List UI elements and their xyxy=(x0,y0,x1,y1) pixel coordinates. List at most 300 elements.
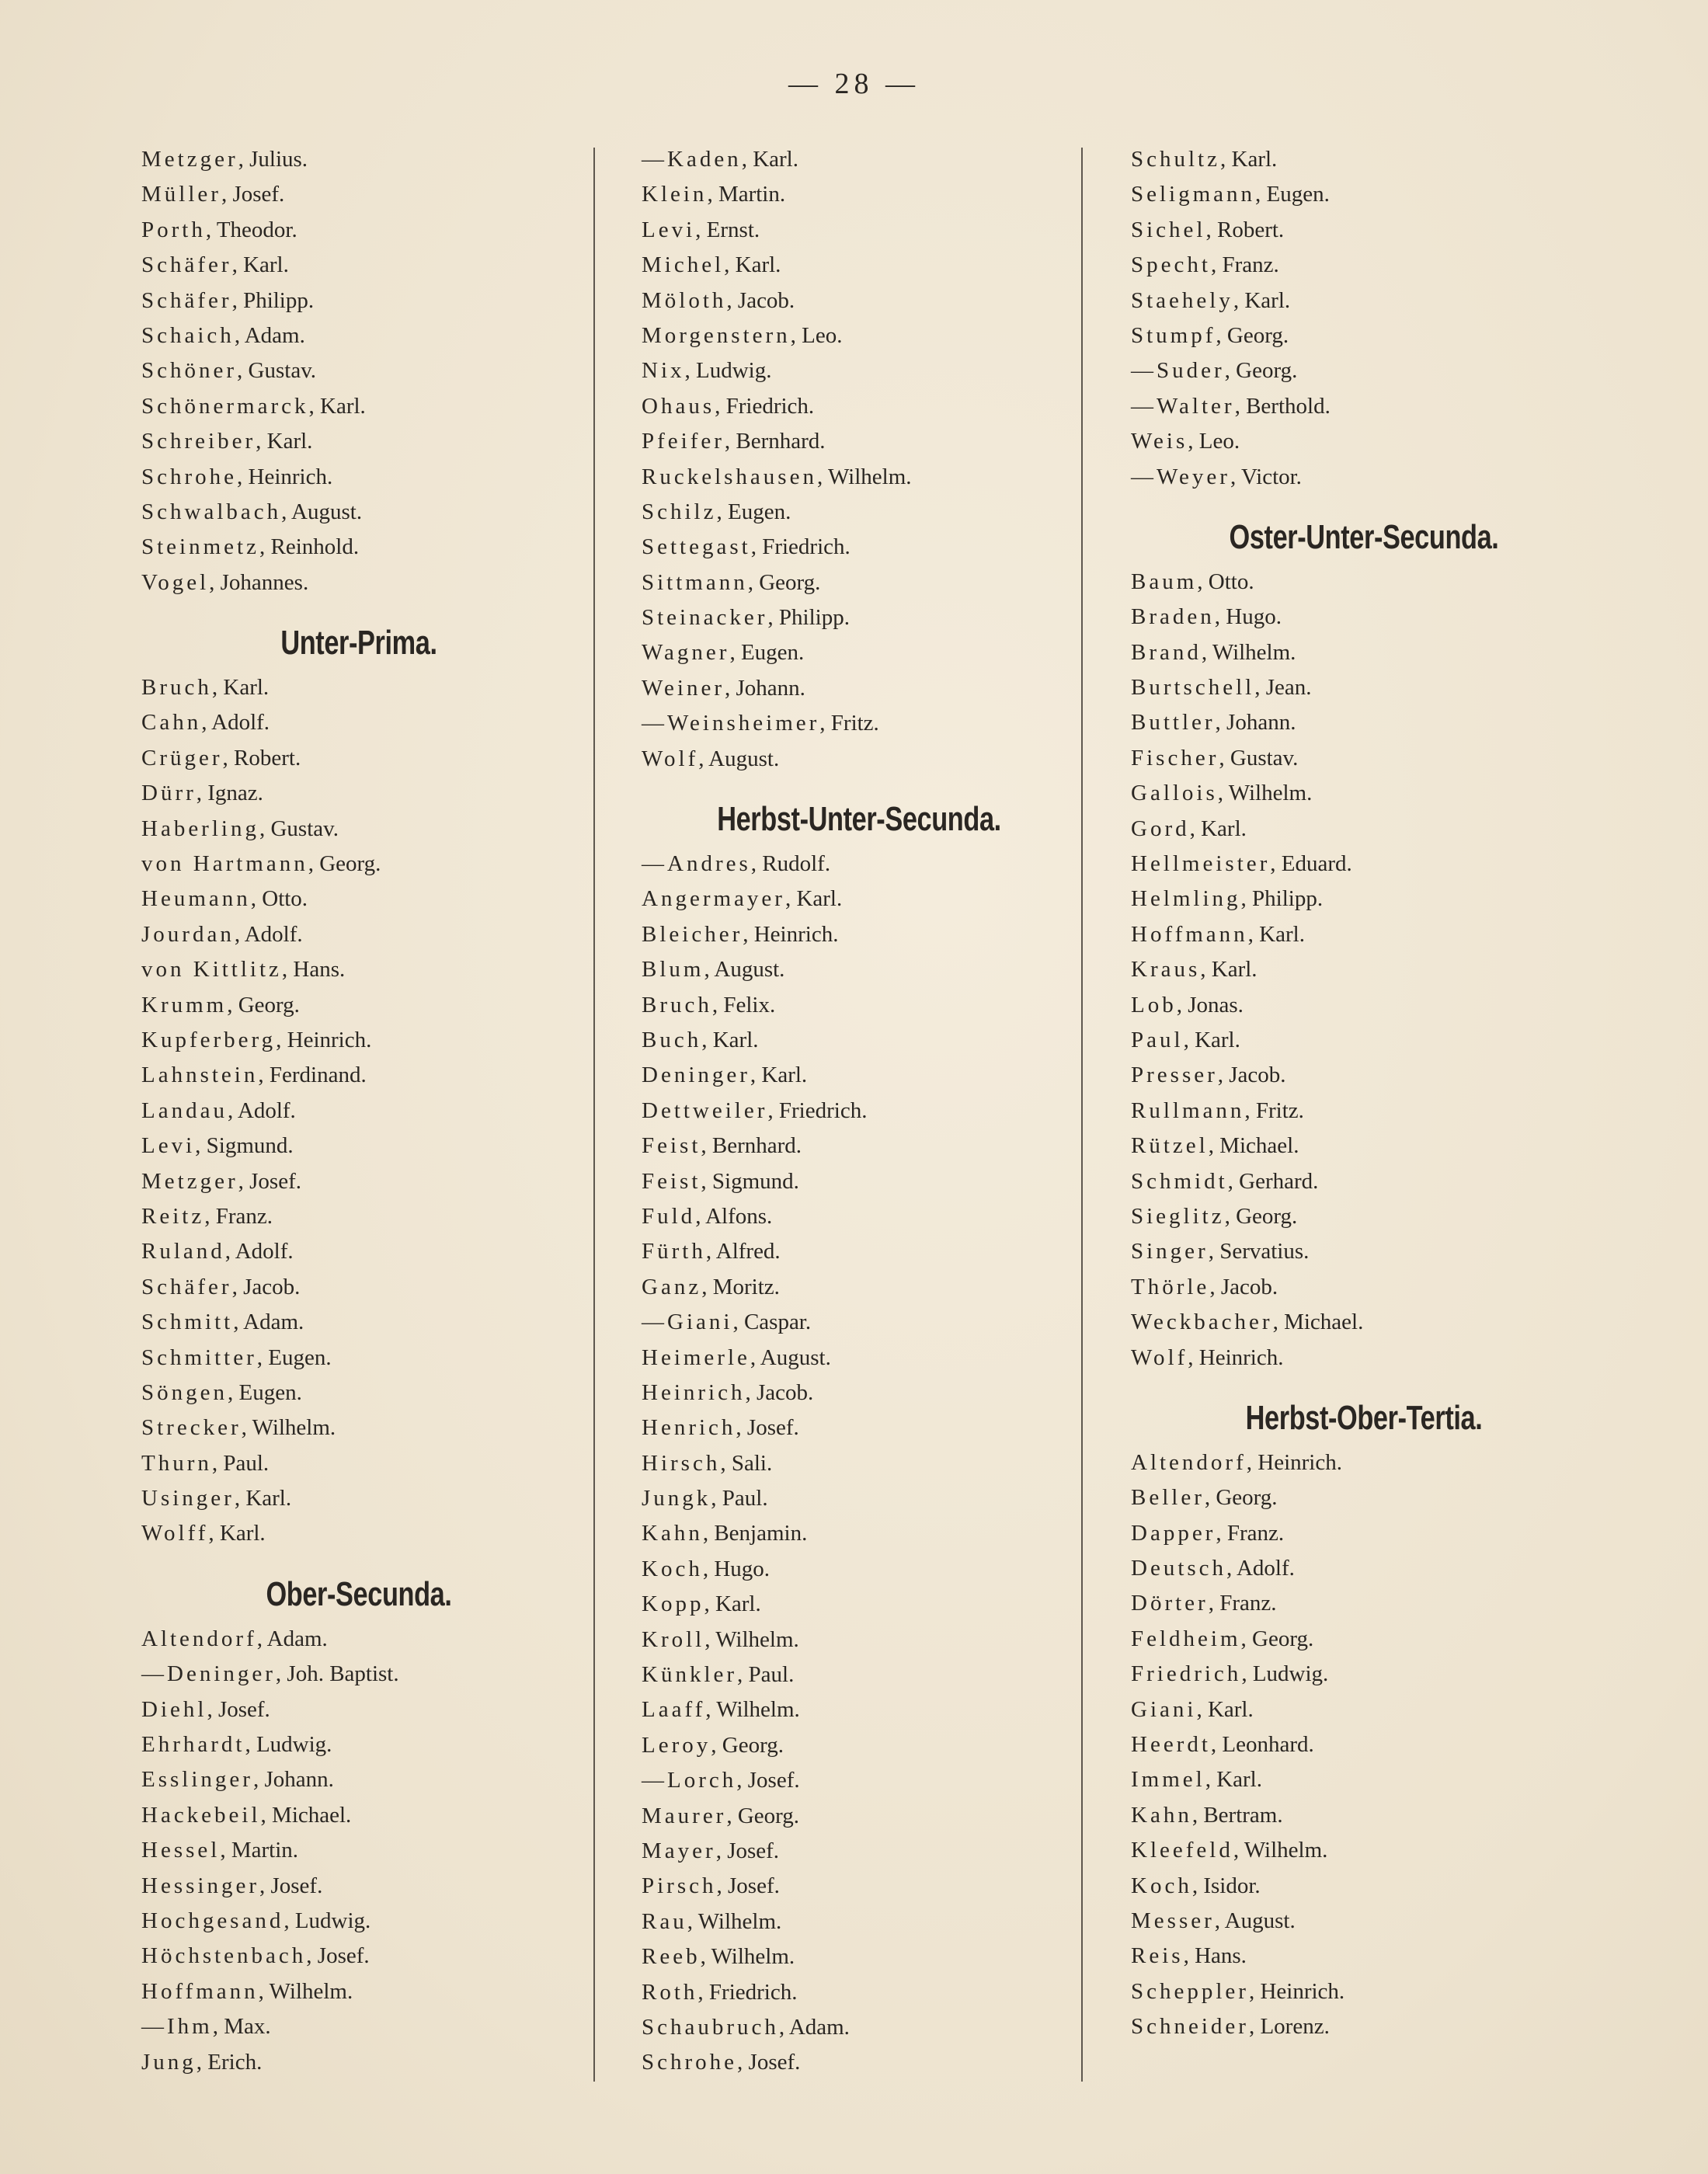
student-surname: Klein xyxy=(642,182,708,207)
student-given-name: Wilhelm. xyxy=(716,1697,800,1723)
student-given-name: Eugen. xyxy=(740,640,805,666)
student-entry xyxy=(642,248,1077,283)
student-given-name: Josef. xyxy=(232,182,285,207)
name-separator: , xyxy=(702,1521,715,1546)
student-entry xyxy=(642,1481,1077,1516)
student-given-name: Robert. xyxy=(234,745,301,770)
student-given-name: Franz. xyxy=(1222,252,1279,278)
student-surname: Porth xyxy=(141,217,206,242)
name-separator: , xyxy=(695,1203,706,1229)
name-separator: , xyxy=(750,851,763,877)
name-separator: , xyxy=(258,1978,270,2004)
student-given-name: Karl. xyxy=(1231,147,1278,172)
student-given-name: Adolf. xyxy=(244,921,303,947)
student-given-name: Heinrich. xyxy=(248,464,333,489)
class-heading: Unter-Prima. xyxy=(280,624,437,663)
student-entry xyxy=(642,1129,1077,1164)
student-entry xyxy=(141,1516,576,1551)
student-surname: Schmitter xyxy=(141,1344,257,1370)
student-surname: Hochgesand xyxy=(141,1908,284,1933)
student-entry xyxy=(141,248,576,283)
name-separator: , xyxy=(819,711,831,736)
student-entry xyxy=(1131,213,1597,248)
student-entry xyxy=(141,565,576,600)
student-entry xyxy=(1131,1199,1597,1234)
student-given-name: Michael. xyxy=(272,1802,352,1828)
student-entry xyxy=(1131,1129,1597,1164)
student-surname: Feist xyxy=(642,1168,701,1194)
student-entry xyxy=(1131,1305,1597,1340)
student-surname: Buch xyxy=(642,1027,702,1052)
student-surname: Hellmeister xyxy=(1131,851,1271,877)
student-surname: Braden xyxy=(1131,604,1215,630)
student-surname: Presser xyxy=(1131,1063,1218,1088)
name-separator: , xyxy=(724,429,736,454)
student-given-name: Heinrich. xyxy=(1198,1344,1284,1370)
name-separator: , xyxy=(228,1379,239,1405)
student-surname: Michel xyxy=(642,252,725,278)
student-entry xyxy=(642,460,1077,495)
student-given-name: Theodor. xyxy=(216,217,297,242)
student-given-name: Johann. xyxy=(1226,710,1296,736)
name-separator: , xyxy=(308,851,320,877)
student-given-name: Eugen. xyxy=(1266,182,1330,207)
student-entry xyxy=(141,1446,576,1481)
student-surname: Landau xyxy=(141,1097,228,1123)
student-given-name: Wilhelm. xyxy=(1244,1838,1328,1863)
name-separator: , xyxy=(1216,322,1227,348)
name-separator: , xyxy=(276,1027,287,1052)
student-entry xyxy=(141,1657,576,1692)
name-separator: , xyxy=(207,1696,218,1722)
student-surname: Schmitt xyxy=(141,1310,234,1335)
student-entry xyxy=(141,1974,576,2009)
student-entry xyxy=(1131,1164,1597,1199)
student-surname: Bruch xyxy=(141,675,212,701)
student-surname: Nix xyxy=(642,358,685,384)
name-separator: , xyxy=(1233,1838,1244,1863)
name-separator: , xyxy=(1188,429,1199,454)
student-surname: Schneider xyxy=(1131,2014,1249,2040)
student-surname: Cahn xyxy=(141,710,202,736)
name-separator: , xyxy=(211,675,224,701)
student-given-name: Robert. xyxy=(1217,217,1285,242)
student-surname: Wolf xyxy=(642,746,699,771)
student-entry xyxy=(642,1728,1077,1763)
student-surname: Kahn xyxy=(642,1521,703,1546)
student-entry xyxy=(1131,670,1597,705)
name-separator: , xyxy=(233,1310,244,1335)
student-surname: Schaich xyxy=(141,322,235,348)
student-surname: Schrohe xyxy=(642,2050,738,2075)
student-given-name: Michael. xyxy=(1284,1310,1364,1335)
student-given-name: Gustav. xyxy=(270,816,339,841)
name-separator: , xyxy=(1216,1520,1227,1546)
student-surname: Fuld xyxy=(642,1203,696,1229)
name-separator: , xyxy=(732,1310,744,1335)
student-entry xyxy=(1131,248,1597,283)
student-given-name: Georg. xyxy=(1226,322,1289,348)
student-given-name: Eduard. xyxy=(1281,851,1352,877)
student-given-name: Fritz. xyxy=(830,711,879,736)
student-given-name: Heinrich. xyxy=(287,1027,372,1052)
name-separator: , xyxy=(695,217,707,242)
name-separator: , xyxy=(1200,957,1212,983)
student-given-name: Franz. xyxy=(1219,1591,1277,1616)
student-given-name: Ludwig. xyxy=(294,1908,371,1933)
student-entry xyxy=(642,952,1077,987)
student-entry xyxy=(141,495,576,530)
class-heading: Herbst-Unter-Secunda. xyxy=(717,800,1001,839)
student-entry xyxy=(1131,1480,1597,1515)
name-separator: , xyxy=(716,1873,728,1899)
student-surname: Kroll xyxy=(642,1626,705,1652)
student-entry xyxy=(141,988,576,1023)
student-entry xyxy=(141,1199,576,1234)
name-separator: , xyxy=(221,182,233,207)
student-given-name: Hans. xyxy=(293,957,346,983)
student-entry xyxy=(642,1939,1077,1974)
student-surname: Scheppler xyxy=(1131,1978,1249,2004)
student-surname: Seligmann xyxy=(1131,182,1256,207)
name-separator: , xyxy=(704,957,715,983)
student-entry xyxy=(1131,353,1597,388)
student-surname: —Deninger xyxy=(141,1661,276,1687)
name-separator: , xyxy=(1240,1626,1253,1651)
student-entry xyxy=(642,1234,1077,1269)
student-given-name: Caspar. xyxy=(743,1310,812,1335)
name-separator: , xyxy=(1191,1802,1204,1828)
student-surname: —Weinsheimer xyxy=(642,711,820,736)
name-separator: , xyxy=(726,1803,738,1828)
name-separator: , xyxy=(1224,358,1237,384)
student-given-name: Eugen. xyxy=(728,499,791,524)
student-surname: Esslinger xyxy=(141,1767,253,1793)
student-surname: Steinmetz xyxy=(141,534,259,560)
student-given-name: Hugo. xyxy=(1226,604,1282,630)
student-given-name: Rudolf. xyxy=(762,851,831,877)
student-entry xyxy=(642,1657,1077,1692)
name-separator: , xyxy=(224,1239,235,1264)
student-surname: Koch xyxy=(642,1556,703,1581)
student-surname: Strecker xyxy=(141,1415,242,1441)
student-entry xyxy=(141,389,576,424)
name-separator: , xyxy=(211,1450,224,1476)
student-given-name: Josef. xyxy=(748,2050,801,2075)
student-given-name: Johann. xyxy=(736,675,805,701)
student-surname: Fischer xyxy=(1131,745,1219,770)
name-separator: , xyxy=(1227,1168,1240,1194)
student-given-name: Jacob. xyxy=(1229,1063,1286,1088)
student-given-name: Philipp. xyxy=(243,287,315,313)
student-surname: Burtschell xyxy=(1131,675,1255,701)
student-given-name: Adolf. xyxy=(237,1097,296,1123)
name-separator: , xyxy=(715,393,726,419)
student-entry xyxy=(642,882,1077,917)
student-entry xyxy=(141,1164,576,1199)
name-separator: , xyxy=(1246,1449,1258,1475)
name-separator: , xyxy=(700,1944,711,1970)
student-surname: Settegast xyxy=(642,534,751,560)
student-given-name: Paul. xyxy=(748,1662,795,1688)
name-separator: , xyxy=(1196,1696,1208,1722)
name-separator: , xyxy=(687,1908,698,1934)
student-surname: Sichel xyxy=(1131,217,1206,242)
student-entry xyxy=(1131,1551,1597,1586)
class-heading: Ober-Secunda. xyxy=(266,1574,452,1613)
name-separator: , xyxy=(767,605,779,631)
column-1 xyxy=(141,142,576,2080)
student-entry xyxy=(642,1799,1077,1834)
student-entry xyxy=(1131,1727,1597,1762)
student-given-name: Jacob. xyxy=(243,1274,301,1299)
name-separator: , xyxy=(1205,217,1217,242)
class-heading: Herbst-Ober-Tertia. xyxy=(1245,1398,1483,1437)
student-surname: Koch xyxy=(1131,1873,1192,1898)
student-given-name: Georg. xyxy=(238,992,300,1017)
student-surname: Gallois xyxy=(1131,781,1218,806)
student-surname: Krumm xyxy=(141,992,228,1017)
student-given-name: Josef. xyxy=(217,1696,270,1722)
student-given-name: Hans. xyxy=(1195,1943,1247,1969)
student-surname: von Kittlitz xyxy=(141,957,282,983)
student-surname: Dapper xyxy=(1131,1520,1216,1546)
student-surname: Ohaus xyxy=(642,393,715,419)
column-2 xyxy=(642,142,1077,2081)
student-entry xyxy=(1131,952,1597,987)
student-given-name: August. xyxy=(714,957,785,983)
student-entry xyxy=(642,177,1077,212)
student-entry xyxy=(642,1305,1077,1340)
student-given-name: Georg. xyxy=(319,851,381,877)
student-given-name: Max. xyxy=(224,2014,271,2040)
student-entry xyxy=(141,776,576,811)
student-entry xyxy=(642,2045,1077,2080)
student-entry xyxy=(642,1199,1077,1234)
name-separator: , xyxy=(1255,182,1267,207)
name-separator: , xyxy=(736,1415,747,1441)
student-entry xyxy=(642,1587,1077,1622)
student-entry xyxy=(642,1763,1077,1798)
name-separator: , xyxy=(238,147,250,172)
class-heading: Oster-Unter-Secunda. xyxy=(1229,517,1499,556)
student-entry xyxy=(141,530,576,565)
student-surname: Immel xyxy=(1131,1767,1205,1793)
student-given-name: Karl. xyxy=(1244,287,1291,313)
student-surname: Kahn xyxy=(1131,1802,1192,1828)
name-separator: , xyxy=(1270,851,1282,877)
student-given-name: Wilhelm. xyxy=(269,1978,353,2004)
student-entry xyxy=(642,1341,1077,1376)
student-given-name: Fritz. xyxy=(1255,1097,1304,1123)
student-given-name: Adam. xyxy=(244,322,305,348)
student-entry xyxy=(1131,177,1597,212)
student-surname: Schwalbach xyxy=(141,499,282,524)
student-surname: Wolf xyxy=(1131,1344,1188,1370)
student-surname: Pirsch xyxy=(642,1873,717,1899)
student-surname: Bleicher xyxy=(642,921,743,947)
student-surname: Gord xyxy=(1131,816,1190,841)
name-separator: , xyxy=(1188,1344,1199,1370)
name-separator: , xyxy=(209,569,221,595)
name-separator: , xyxy=(1189,816,1202,841)
student-surname: Metzger xyxy=(141,1168,238,1194)
student-entry xyxy=(1131,847,1597,882)
student-surname: Schäfer xyxy=(141,252,232,278)
student-entry xyxy=(642,1975,1077,2010)
student-surname: Baum xyxy=(1131,569,1198,594)
student-given-name: August. xyxy=(291,499,363,524)
student-entry xyxy=(141,952,576,987)
name-separator: , xyxy=(1208,1133,1220,1159)
name-separator: , xyxy=(704,1626,716,1652)
name-separator: , xyxy=(1197,569,1209,594)
student-entry xyxy=(1131,1692,1597,1727)
student-given-name: Leonhard. xyxy=(1222,1732,1314,1758)
student-given-name: Reinhold. xyxy=(270,534,360,560)
name-separator: , xyxy=(1209,1274,1221,1299)
student-entry xyxy=(1131,741,1597,776)
name-separator: , xyxy=(259,816,271,841)
student-given-name: Gustav. xyxy=(248,358,317,384)
student-entry xyxy=(141,2009,576,2044)
name-separator: , xyxy=(737,1662,749,1688)
student-given-name: Heinrich. xyxy=(1258,1449,1342,1475)
student-surname: Schmidt xyxy=(1131,1168,1228,1194)
student-entry xyxy=(141,1727,576,1762)
student-surname: Diehl xyxy=(141,1696,207,1722)
name-separator: , xyxy=(227,1097,238,1123)
student-entry xyxy=(1131,705,1597,740)
student-given-name: Wilhelm. xyxy=(827,464,912,489)
name-separator: , xyxy=(1254,675,1266,701)
student-given-name: Josef. xyxy=(747,1768,800,1793)
student-entry xyxy=(141,460,576,495)
student-entry xyxy=(1131,600,1597,635)
student-surname: Pfeifer xyxy=(642,429,725,454)
name-separator: , xyxy=(1244,1097,1256,1123)
student-surname: Paul xyxy=(1131,1027,1184,1052)
column-rule xyxy=(1081,148,1083,2082)
name-separator: , xyxy=(1210,252,1223,278)
student-given-name: Heinrich. xyxy=(1260,1978,1345,2004)
name-separator: , xyxy=(767,1097,779,1123)
student-surname: Stumpf xyxy=(1131,322,1216,348)
student-surname: Jung xyxy=(141,2049,197,2075)
student-surname: Schultz xyxy=(1131,147,1220,172)
student-entry xyxy=(642,424,1077,459)
student-given-name: Josef. xyxy=(746,1415,799,1441)
student-surname: —Weyer xyxy=(1131,464,1230,489)
student-given-name: Karl. xyxy=(1259,921,1305,947)
student-given-name: Ludwig. xyxy=(256,1732,332,1758)
student-given-name: Franz. xyxy=(215,1203,273,1229)
student-given-name: Johannes. xyxy=(220,569,309,595)
student-entry xyxy=(1131,1234,1597,1269)
name-separator: , xyxy=(697,1979,709,2005)
name-separator: , xyxy=(1234,393,1247,419)
student-given-name: Karl. xyxy=(1216,1767,1262,1793)
student-entry xyxy=(642,213,1077,248)
student-given-name: Alfons. xyxy=(705,1203,773,1229)
student-entry xyxy=(1131,142,1597,177)
student-entry xyxy=(642,600,1077,635)
student-entry xyxy=(1131,1341,1597,1376)
name-separator: , xyxy=(222,745,235,770)
student-surname: Lahnstein xyxy=(141,1063,259,1088)
student-entry xyxy=(141,1692,576,1727)
student-entry xyxy=(642,318,1077,353)
student-given-name: Georg. xyxy=(1252,1626,1314,1651)
student-given-name: Karl. xyxy=(243,252,289,278)
student-given-name: Friedrich. xyxy=(778,1097,868,1123)
student-surname: Schönermarck xyxy=(141,393,309,419)
student-given-name: Otto. xyxy=(262,886,308,912)
student-surname: Rullmann xyxy=(1131,1097,1245,1123)
student-given-name: Friedrich. xyxy=(708,1979,798,2005)
student-entry xyxy=(642,706,1077,741)
name-separator: , xyxy=(1208,1591,1220,1616)
student-surname: Friedrich xyxy=(1131,1661,1242,1687)
student-surname: Heimerle xyxy=(642,1344,750,1370)
student-surname: Schilz xyxy=(642,499,717,524)
student-surname: Crüger xyxy=(141,745,223,770)
student-given-name: Eugen. xyxy=(238,1379,302,1405)
student-entry xyxy=(1131,1586,1597,1621)
name-separator: , xyxy=(231,252,244,278)
student-given-name: Karl. xyxy=(753,147,798,172)
name-separator: , xyxy=(704,1591,715,1617)
student-given-name: Karl. xyxy=(1195,1027,1240,1052)
name-separator: , xyxy=(1248,1978,1261,2004)
student-entry xyxy=(141,670,576,705)
name-separator: , xyxy=(701,1027,713,1052)
student-given-name: Georg. xyxy=(722,1732,784,1758)
name-separator: , xyxy=(741,147,753,172)
student-entry xyxy=(141,847,576,882)
name-separator: , xyxy=(684,358,696,384)
name-separator: , xyxy=(1214,604,1226,630)
student-given-name: Jacob. xyxy=(737,287,795,313)
name-separator: , xyxy=(743,921,754,947)
student-surname: Müller xyxy=(141,182,221,207)
student-entry xyxy=(141,1939,576,1974)
student-surname: Levi xyxy=(642,217,696,242)
student-entry xyxy=(141,1058,576,1093)
student-given-name: Adam. xyxy=(788,2014,850,2040)
student-surname: Angermayer xyxy=(642,886,785,912)
student-given-name: Georg. xyxy=(1216,1485,1278,1511)
student-given-name: Wilhelm. xyxy=(1212,639,1296,665)
name-separator: , xyxy=(259,534,271,560)
student-surname: Weiner xyxy=(642,675,725,701)
column-rule xyxy=(593,148,595,2082)
name-separator: , xyxy=(701,1133,712,1159)
student-entry xyxy=(642,1869,1077,1904)
student-given-name: Philipp. xyxy=(1252,886,1324,912)
student-entry xyxy=(141,1798,576,1833)
name-separator: , xyxy=(238,1168,250,1194)
student-entry xyxy=(141,1270,576,1305)
student-given-name: Sigmund. xyxy=(711,1168,799,1194)
student-surname: Levi xyxy=(141,1133,196,1159)
student-entry xyxy=(141,1904,576,1939)
student-given-name: Karl. xyxy=(712,1027,759,1052)
student-given-name: Georg. xyxy=(737,1803,800,1828)
student-given-name: Karl. xyxy=(735,252,781,278)
student-entry xyxy=(642,1516,1077,1551)
student-entry xyxy=(1131,1058,1597,1093)
